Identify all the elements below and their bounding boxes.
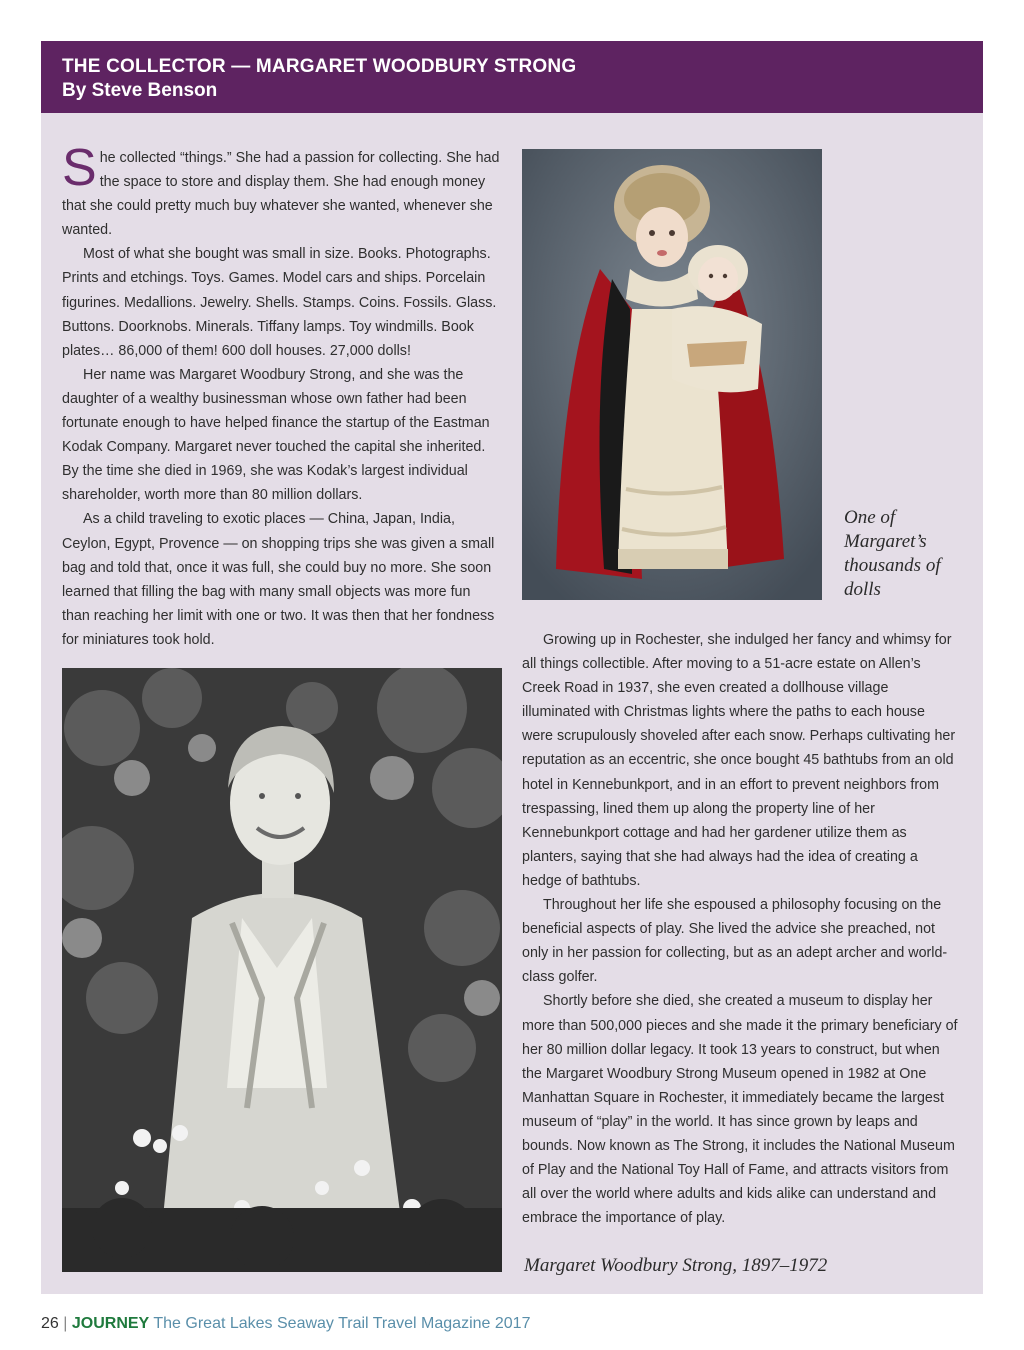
magazine-name: JOURNEY	[71, 1315, 150, 1332]
article-title: THE COLLECTOR — MARGARET WOODBURY STRONG	[62, 56, 577, 77]
footer-separator: |	[63, 1315, 68, 1332]
doll-illustration	[522, 149, 822, 600]
article-left-column	[62, 139, 502, 652]
doll-photo-caption: One of Margaret’s thousands of dolls	[844, 507, 941, 600]
doll-photo	[522, 149, 822, 600]
article-right-column	[522, 628, 958, 1230]
portrait-illustration	[62, 668, 502, 1272]
magazine-subtitle: The Great Lakes Seaway Trail Travel Magazine 2017	[153, 1315, 531, 1332]
article-header-banner	[41, 41, 983, 113]
article-byline: By Steve Benson	[62, 80, 218, 101]
article-paragraph: Throughout her life she espoused a philosophy focusing on the beneficial aspects of play. She lived the advice she preached, not only in her passion for collecting, but as an adept archer and world-class golfer.	[522, 897, 948, 986]
portrait-photo	[62, 668, 502, 1272]
article-paragraph: Growing up in Rochester, she indulged her fancy and whimsy for all things collectible. After moving to a 51-acre estate on Allen’s Creek Road in 1937, she even created a dollhouse village illuminated with Christmas lights where the paths to each house were scrupulously shoveled after each snow. Perhaps cultivating her reputation as an eccentric, she once bought 45 bathtubs from an old hotel in Kennebunkport, and in an effort to prevent neighbors from trespassing, lined them up along the property line of her Kennebunkport cottage and had her gardener utilize them as planters, saying that she had always had the idea of creating a hedge of bathtubs.	[522, 632, 956, 889]
article-paragraph: As a child traveling to exotic places — China, Japan, India, Ceylon, Egypt, Provence — on shopping trips she was given a small bag and told that, once it was full, she could buy no more. She soon learned that filling the bag with many small objects was more fun than reaching her limit with one or two. It was then that her fondness for miniatures took hold.	[62, 511, 495, 648]
article-paragraph: Shortly before she died, she created a museum to display her more than 500,000 pieces and she made it the primary beneficiary of her 80 million dollar legacy. It took 13 years to construct, but when the Margaret Woodbury Strong Museum opened in 1982 at One Manhattan Square in Rochester, it immediately became the largest museum of “play” in the world. It has since grown by leaps and bounds. Now known as The Strong, it includes the National Museum of Play and the National Toy Hall of Fame, and attracts visitors from all over the world where adults and kids alike can understand and embrace the importance of play.	[522, 993, 958, 1227]
portrait-photo-caption: Margaret Woodbury Strong, 1897–1972	[524, 1255, 828, 1276]
article-paragraph: Her name was Margaret Woodbury Strong, and she was the daughter of a wealthy businessman whose own father had been fortunate enough to have helped finance the startup of the Eastman Kodak Company. Margaret never touched the capital she inherited. By the time she died in 1969, she was Kodak’s largest individual shareholder, worth more than 80 million dollars.	[62, 366, 490, 504]
article-paragraph: Most of what she bought was small in size. Books. Photographs. Prints and etchings. Toys. Games. Model cars and ships. Porcelain figurines. Medallions. Jewelry. Shells. Stamps. Coins. Fossils. Glass. Buttons. Doorknobs. Minerals. Tiffany lamps. Toy windmills. Book plates… 86,000 of them! 600 doll houses. 27,000 dolls!	[62, 246, 497, 359]
article-paragraph: She collected “things.” She had a passion for collecting. She had the space to store and display them. She had enough money that she could pretty much buy whatever she wanted, whenever she wanted.	[62, 139, 500, 239]
page-number: 26	[41, 1315, 59, 1332]
drop-cap: S	[62, 139, 97, 197]
page-footer	[41, 1315, 530, 1333]
